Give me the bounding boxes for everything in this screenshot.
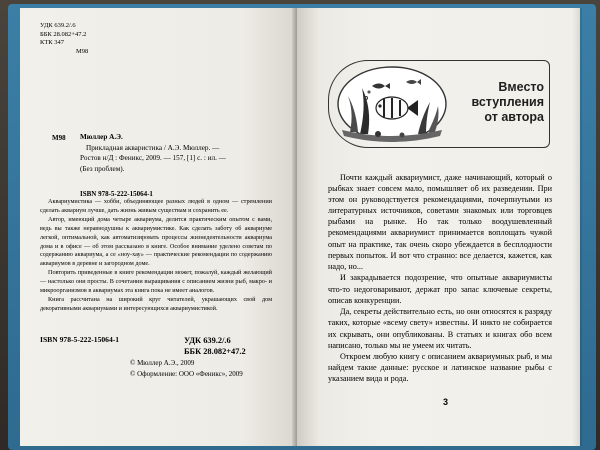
bottom-udk: УДК 639.2/.6 [184, 336, 231, 345]
chapter-heading [452, 80, 544, 125]
copyright-block [130, 358, 243, 380]
udk-line: УДК 639.2/.6 [40, 22, 76, 29]
body-text [328, 172, 552, 385]
catalog-line: Прикладная акваристика / А.Э. Мюллер. — [86, 143, 220, 152]
body-paragraph: Да, секреты действительно есть, но они относятся к разряду таких, которые «всему свету» известны. И никто не собирается их скрывать, они опубликованы. В статьях и книгах обо всем написано, только мы не умеем их читать. [328, 307, 552, 350]
annotation-paragraph: Книга рассчитана на широкий круг читателей, украшающих свой дом декоративными аквариумами и интересующихся аквариумистикой. [40, 295, 272, 312]
catalog-author: Мюллер А.Э. [80, 133, 123, 141]
annotation-paragraph: Повторить приведенные в книге рекомендации может, пожалуй, каждый желающий — настолько они просты. В сочетании выращивания с описанием жизни рыб, макро- и микроорганизмов в аквариумах эта книга пока не имеет аналогов. [40, 269, 272, 295]
author-sign-line: М98 [76, 47, 89, 55]
annotation [40, 198, 272, 314]
page-number: 3 [443, 397, 449, 407]
page-edge-shadow [572, 8, 582, 446]
body-paragraph: Откроем любую книгу с описанием аквариумных рыб, и мы найдем такие данные: русское и латинское название рыбы с указанием вида и рода. [328, 352, 552, 384]
heading-line: вступления [471, 95, 544, 109]
catalog-entry [80, 132, 272, 174]
ktk-line: КТК 347 [40, 39, 65, 47]
annotation-paragraph: Автор, имеющий дома четыре аквариума, делится практическим опытом с вами, ведь вы также неравнодушны к аквариумистике. Как сделать заботу об аквариуме легкой, оптимальной, как автоматизировать процессы жизнедеятельности аквариума дома и в офисе — об этом рассказано в книге. Особое внимание уделено советам по содержанию аквариума, а се «ноу-хау» — практические рекомендации по содержанию аквариумов в деревне и загородном доме. [40, 215, 272, 268]
copyright-author: © Мюллер А.Э., 2009 [130, 359, 195, 367]
body-paragraph: Почти каждый аквариумист, даже начинающий, который о рыбках знает совсем мало, помышляет об их разведении. При этом он руководствуется рекомендациями, почерпнутыми из литературных источников, советами знакомых или торговцев рыбами на рынке. Но так только воодушевленный рекомендациями аквариумист принимается воплощать чужой опыт на практике, так очень скоро убеждается в бесплодности первых попыток. И вот что странно: все делается, кажется, как надо, но... [328, 173, 552, 271]
catalog-line: (Без проблем). [80, 164, 125, 173]
author-sign: М98 [52, 134, 66, 142]
heading-line: от автора [484, 110, 544, 124]
body-paragraph: И закрадывается подозрение, что опытные аквариумисты что-то недоговаривают, держат про запас ключевые секреты, описав конкуренции. [328, 273, 552, 305]
isbn: ISBN 978-5-222-15064-1 [80, 190, 153, 198]
bottom-bbk: ББК 28.082+47.2 [184, 347, 246, 356]
aquarium-illustration [332, 62, 450, 144]
catalog-line: Ростов н/Д : Феникс, 2009. — 157, [1] с. : ил. — [80, 154, 226, 162]
copyright-design: © Оформление: ООО «Феникс», 2009 [130, 370, 243, 378]
udk-block-top [40, 22, 88, 56]
bottom-isbn: ISBN 978-5-222-15064-1 [40, 335, 120, 344]
annotation-paragraph: Аквариумистика — хобби, объединяющее разных людей в одном — стремлении сделать аквариум лучше, дать жизнь живым существам и сохранить ее. [40, 198, 272, 214]
heading-line: Вместо [498, 80, 544, 94]
bottom-udk-block [184, 335, 246, 357]
bbk-line: ББК 28.082+47.2 [40, 30, 87, 38]
